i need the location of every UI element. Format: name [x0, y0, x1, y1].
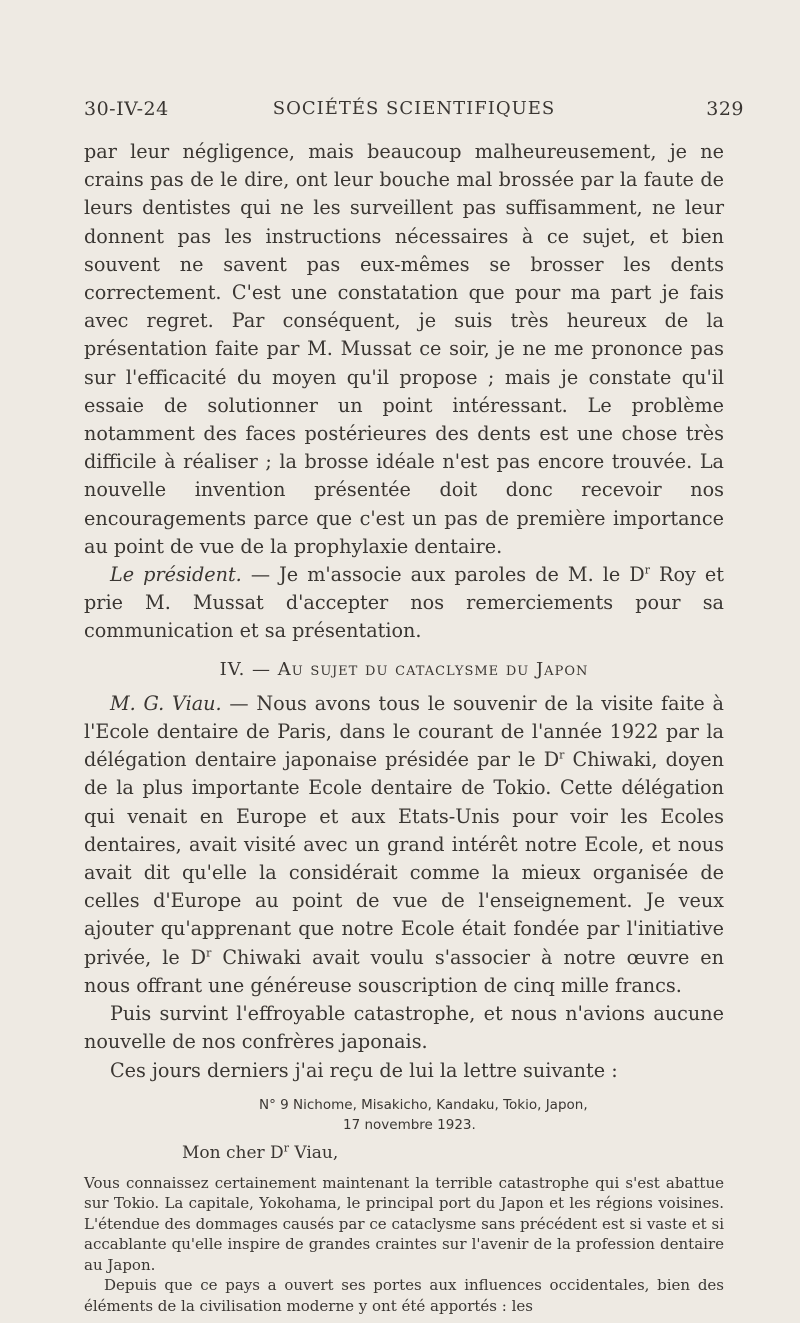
letter-address: [84, 1095, 724, 1135]
paragraph-puis: Puis survint l'effroyable catastrophe, et nous n'avions aucune nouvelle de nos confrères japonais.: [84, 1002, 724, 1054]
header-date: 30-IV-24: [84, 98, 169, 120]
president-text-b: Roy et prie M. Mussat d'accepter nos remerciements pour sa communication et sa présentation.: [84, 563, 724, 643]
salutation-a: Mon cher D: [182, 1142, 284, 1163]
address-line-2: 17 novembre 1923.: [343, 1116, 476, 1133]
viau-text-a: — Nous avons tous le souvenir de la visite faite à l'Ecole dentaire de Paris, dans le courant de l'année 1922 par la délégation dentaire japonaise présidée par le D: [84, 691, 724, 772]
viau-text-b: Chiwaki, doyen de la plus importante Ecole dentaire de Tokio. Cette délégation qui venait en Europe et aux Etats-Unis pour voir les Ecoles dentaires, avait visité avec un grand intérêt notre Ecole, et nous avait dit qu'elle la considérait comme la mieux organisée de celles d'Europe au point de vue de l'enseignement. Je veux ajouter qu'apprenant que notre Ecole était fondée par l'initiative privée, le D: [84, 748, 724, 969]
viau-text-c: Chiwaki avait voulu s'associer à notre œuvre en nous offrant une généreuse souscription de cinq mille francs.: [84, 945, 724, 997]
section-heading: IV. — Au sujet du cataclysme du Japon: [219, 658, 589, 680]
letter-salutation: [182, 1139, 724, 1167]
running-header: [84, 98, 744, 126]
header-title: SOCIÉTÉS SCIENTIFIQUES: [272, 98, 556, 119]
paragraph-continuation: par leur négligence, mais beaucoup malheureusement, je ne crains pas de le dire, ont leur bouche mal brossée par la faute de leurs dentistes qui ne les surveillent pas suffisamment, ne leur donnent pas les instructions nécessaires à ce sujet, et bien souvent ne savent pas eux-mêmes se brosser les dents correctement. C'est une constatation que pour ma part je fais avec regret. Par conséquent, je suis très heureux de la présentation faite par M. Mussat ce soir, je ne me prononce pas sur l'efficacité du moyen qu'il propose ; mais je constate qu'il essaie de solutionner un point intéressant. Le problème notamment des faces postérieures des dents est une chose très difficile à réaliser ; la brosse idéale n'est pas encore trouvée. La nouvelle invention présentée doit donc recevoir nos encouragements parce que c'est un pas de première importance au point de vue de la prophylaxie dentaire.: [84, 140, 724, 558]
speaker-viau: M. G. Viau.: [110, 691, 222, 715]
letter-body: [84, 1173, 724, 1317]
letter-paragraph-1: Vous connaissez certainement maintenant la terrible catastrophe qui s'est abattue sur Tokio. La capitale, Yokohama, le principal port du Japon et les régions voisines. L'étendue des dommages causés par ce cataclysme sans précédent est si vaste et si accablante qu'elle inspire de grandes craintes sur l'avenir de la profession dentaire au Japon.: [84, 1173, 724, 1274]
viau-sup-1: r: [559, 748, 565, 762]
paragraph-president: [84, 561, 724, 646]
president-sup: r: [644, 563, 650, 577]
paragraph-ces-jours: Ces jours derniers j'ai reçu de lui la lettre suivante :: [110, 1058, 618, 1082]
salutation-sup: r: [283, 1141, 289, 1155]
paragraph-viau: [84, 690, 724, 1000]
address-line-1: N° 9 Nichome, Misakicho, Kandaku, Tokio, Japon,: [259, 1096, 588, 1113]
page-number: 329: [706, 98, 744, 120]
letter-paragraph-2: Depuis que ce pays a ouvert ses portes aux influences occidentales, bien des éléments de la civilisation moderne y ont été apportés : les: [84, 1276, 724, 1315]
viau-sup-2: r: [206, 946, 212, 960]
speaker-president: Le président.: [110, 563, 242, 587]
body-text: [84, 138, 724, 1316]
president-text-a: — Je m'associe aux paroles de M. le D: [241, 563, 645, 587]
salutation-b: Viau,: [288, 1142, 339, 1163]
